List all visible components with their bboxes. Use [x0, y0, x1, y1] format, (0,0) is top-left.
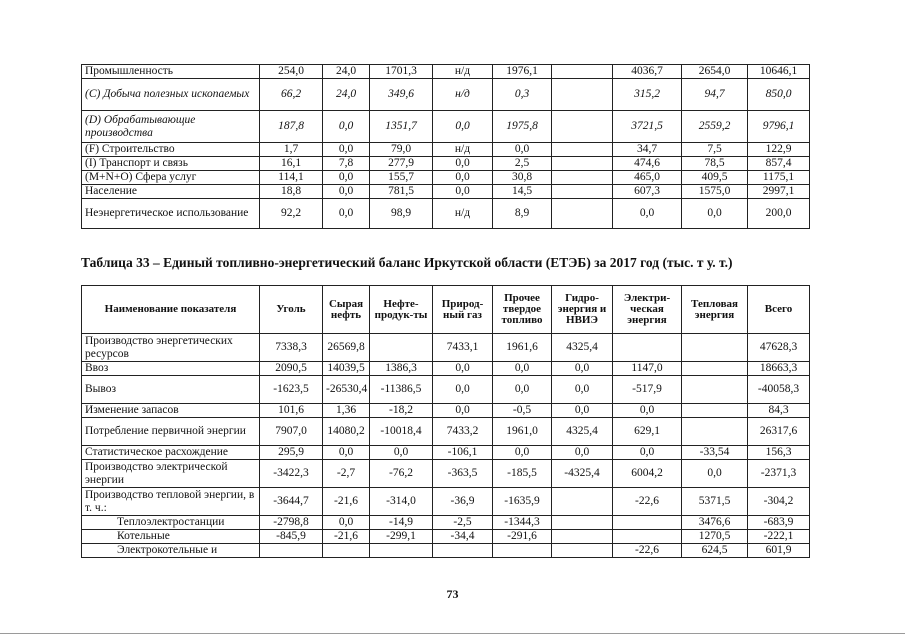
table-cell: -185,5	[493, 460, 552, 488]
table-cell: 1975,8	[493, 111, 552, 143]
header-coal: Уголь	[260, 286, 323, 334]
table-cell: 26569,8	[323, 334, 370, 362]
table-cell: 0,0	[433, 362, 493, 376]
table-cell	[552, 516, 613, 530]
table-cell: 1961,6	[493, 334, 552, 362]
table-cell	[552, 488, 613, 516]
table-cell: 465,0	[613, 171, 682, 185]
table-cell: -14,9	[370, 516, 433, 530]
table-cell: -845,9	[260, 530, 323, 544]
table-cell: 0,0	[682, 460, 748, 488]
table-cell: 155,7	[370, 171, 433, 185]
table-cell: -314,0	[370, 488, 433, 516]
table-cell: 101,6	[260, 404, 323, 418]
table-cell: 4325,4	[552, 418, 613, 446]
table-cell: 0,0	[433, 111, 493, 143]
row-label: Производство электрической энергии	[82, 460, 260, 488]
table-cell: 2997,1	[748, 185, 810, 199]
table-cell: 200,0	[748, 199, 810, 229]
table-cell: -22,6	[613, 488, 682, 516]
table-cell: -363,5	[433, 460, 493, 488]
table-cell	[433, 544, 493, 558]
table-cell	[493, 544, 552, 558]
table-cell: 7,5	[682, 143, 748, 157]
table-cell: 78,5	[682, 157, 748, 171]
table-row	[82, 362, 810, 376]
table-cell: 0,0	[493, 143, 552, 157]
row-label: Население	[82, 185, 260, 199]
table-cell: 187,8	[260, 111, 323, 143]
table-cell: -21,6	[323, 530, 370, 544]
table-cell: 0,0	[433, 171, 493, 185]
table-cell: 1147,0	[613, 362, 682, 376]
table-cell: 295,9	[260, 446, 323, 460]
table-cell: -40058,3	[748, 376, 810, 404]
table-cell: 629,1	[613, 418, 682, 446]
table-cell: 84,3	[748, 404, 810, 418]
table-cell: 2090,5	[260, 362, 323, 376]
table-cell: 1701,3	[370, 65, 433, 79]
table-cell: 92,2	[260, 199, 323, 229]
row-label: Котельные	[82, 530, 260, 544]
table-cell: 0,0	[613, 199, 682, 229]
table-cell: 349,6	[370, 79, 433, 111]
table-cell: 0,0	[370, 446, 433, 460]
row-label: Вывоз	[82, 376, 260, 404]
table-cell	[682, 418, 748, 446]
table-cell: 1,7	[260, 143, 323, 157]
table-cell: 47628,3	[748, 334, 810, 362]
table-cell: 26317,6	[748, 418, 810, 446]
header-electric-energy: Электри-ческая энергия	[613, 286, 682, 334]
table-cell	[370, 544, 433, 558]
page-divider	[0, 633, 905, 634]
row-label: (M+N+O) Сфера услуг	[82, 171, 260, 185]
row-label: Изменение запасов	[82, 404, 260, 418]
table-caption: Таблица 33 – Единый топливно-энергетический баланс Иркутской области (ЕТЭБ) за 2017 год (тыс. т у. т.)	[81, 255, 733, 270]
table-cell: 0,0	[552, 376, 613, 404]
table-cell: н/д	[433, 65, 493, 79]
table-row	[82, 418, 810, 446]
table-cell: 24,0	[323, 79, 370, 111]
table-cell: 7907,0	[260, 418, 323, 446]
table-cell: 2654,0	[682, 65, 748, 79]
header-oil-products: Нефте-продук-ты	[370, 286, 433, 334]
table-cell	[552, 530, 613, 544]
row-label: Теплоэлектростанции	[82, 516, 260, 530]
table-cell: 8,9	[493, 199, 552, 229]
table-row	[82, 404, 810, 418]
row-label: Производство тепловой энергии, в т. ч.:	[82, 488, 260, 516]
table-cell	[323, 544, 370, 558]
table-row	[82, 143, 810, 157]
table-cell: 0,0	[323, 143, 370, 157]
table-cell: 1386,3	[370, 362, 433, 376]
table-cell: 1351,7	[370, 111, 433, 143]
row-label: (F) Строительство	[82, 143, 260, 157]
table-cell	[552, 544, 613, 558]
row-label: Потребление первичной энергии	[82, 418, 260, 446]
table-row	[82, 79, 810, 111]
table-cell	[682, 362, 748, 376]
table-cell: -517,9	[613, 376, 682, 404]
table-cell: -291,6	[493, 530, 552, 544]
table-cell: 409,5	[682, 171, 748, 185]
table-cell	[682, 334, 748, 362]
table-cell: 7338,3	[260, 334, 323, 362]
table-cell: 1175,1	[748, 171, 810, 185]
table-cell: 2559,2	[682, 111, 748, 143]
table-cell: 1575,0	[682, 185, 748, 199]
table-cell	[552, 143, 613, 157]
table-cell	[260, 544, 323, 558]
table-cell: -0,5	[493, 404, 552, 418]
row-label: Статистическое расхождение	[82, 446, 260, 460]
table-cell	[613, 334, 682, 362]
table-cell: -34,4	[433, 530, 493, 544]
table-cell: 607,3	[613, 185, 682, 199]
table-cell: -33,54	[682, 446, 748, 460]
table-cell: -26530,4	[323, 376, 370, 404]
table-cell	[370, 334, 433, 362]
table-row	[82, 111, 810, 143]
row-label: Ввоз	[82, 362, 260, 376]
table-cell: 4036,7	[613, 65, 682, 79]
table-cell: -683,9	[748, 516, 810, 530]
header-total: Всего	[748, 286, 810, 334]
table-cell: 5371,5	[682, 488, 748, 516]
table-cell: 4325,4	[552, 334, 613, 362]
header-hydro-renewables: Гидро-энергия и НВИЭ	[552, 286, 613, 334]
table-cell: 10646,1	[748, 65, 810, 79]
table-cell: 850,0	[748, 79, 810, 111]
row-label: Неэнергетическое использование	[82, 199, 260, 229]
table-cell: 0,0	[323, 199, 370, 229]
table-cell: 14039,5	[323, 362, 370, 376]
table-cell: 24,0	[323, 65, 370, 79]
header-indicator: Наименование показателя	[82, 286, 260, 334]
table-cell: 0,0	[433, 157, 493, 171]
table-cell: -36,9	[433, 488, 493, 516]
table-cell: -4325,4	[552, 460, 613, 488]
table-cell: н/д	[433, 143, 493, 157]
table-cell	[552, 157, 613, 171]
table-cell: -106,1	[433, 446, 493, 460]
page-number: 73	[446, 587, 459, 601]
table-cell: 18,8	[260, 185, 323, 199]
table-cell	[552, 199, 613, 229]
table-cell: 0,0	[682, 199, 748, 229]
table-cell: 277,9	[370, 157, 433, 171]
table-cell: 7433,2	[433, 418, 493, 446]
table-cell	[552, 171, 613, 185]
table-cell: -304,2	[748, 488, 810, 516]
table-cell: -22,6	[613, 544, 682, 558]
table-cell: 16,1	[260, 157, 323, 171]
table-cell: -2,5	[433, 516, 493, 530]
table-cell: 79,0	[370, 143, 433, 157]
table-row	[82, 171, 810, 185]
table-cell: 0,3	[493, 79, 552, 111]
table-cell: 14,5	[493, 185, 552, 199]
table-cell: 3721,5	[613, 111, 682, 143]
table-cell: 9796,1	[748, 111, 810, 143]
row-label: (I) Транспорт и связь	[82, 157, 260, 171]
table-cell: 98,9	[370, 199, 433, 229]
table-cell: 0,0	[323, 446, 370, 460]
table-cell: 474,6	[613, 157, 682, 171]
header-natural-gas: Природ-ный газ	[433, 286, 493, 334]
table-cell: 114,1	[260, 171, 323, 185]
table-row	[82, 530, 810, 544]
table-cell: 315,2	[613, 79, 682, 111]
table-cell: 0,0	[552, 404, 613, 418]
table-cell	[682, 376, 748, 404]
table-cell: 857,4	[748, 157, 810, 171]
table-cell: -222,1	[748, 530, 810, 544]
table-row	[82, 334, 810, 362]
table-cell: 1976,1	[493, 65, 552, 79]
table-row	[82, 460, 810, 488]
table-cell: н/д	[433, 199, 493, 229]
table-cell: -10018,4	[370, 418, 433, 446]
row-label: (C) Добыча полезных ископаемых	[82, 79, 260, 111]
table-cell: -3422,3	[260, 460, 323, 488]
table-cell: н/д	[433, 79, 493, 111]
table-row	[82, 446, 810, 460]
table-cell: 1961,0	[493, 418, 552, 446]
table1-body	[82, 65, 810, 229]
table-cell: -299,1	[370, 530, 433, 544]
table-cell: 0,0	[493, 446, 552, 460]
table-cell	[552, 79, 613, 111]
table-cell: 0,0	[433, 376, 493, 404]
table-row	[82, 199, 810, 229]
table-cell: -1344,3	[493, 516, 552, 530]
table-cell	[552, 111, 613, 143]
table-cell	[552, 185, 613, 199]
table2-body	[82, 334, 810, 558]
table-cell	[613, 516, 682, 530]
table-cell: 7433,1	[433, 334, 493, 362]
table-row	[82, 516, 810, 530]
table-cell: 601,9	[748, 544, 810, 558]
table-cell	[552, 65, 613, 79]
table-cell: 30,8	[493, 171, 552, 185]
header-other-solid-fuel: Прочее твердое топливо	[493, 286, 552, 334]
table-cell: 254,0	[260, 65, 323, 79]
header-heat-energy: Тепловая энергия	[682, 286, 748, 334]
table-row	[82, 376, 810, 404]
row-label: Промышленность	[82, 65, 260, 79]
table-cell: 156,3	[748, 446, 810, 460]
table-row	[82, 488, 810, 516]
row-label: Электрокотельные и	[82, 544, 260, 558]
table-cell: 14080,2	[323, 418, 370, 446]
table-cell: 0,0	[552, 446, 613, 460]
table-cell: 94,7	[682, 79, 748, 111]
table-cell: 624,5	[682, 544, 748, 558]
row-label: (D) Обрабатывающие производства	[82, 111, 260, 143]
table-cell: -18,2	[370, 404, 433, 418]
table-cell: 0,0	[323, 516, 370, 530]
table-cell: 1270,5	[682, 530, 748, 544]
table-row	[82, 65, 810, 79]
table-cell: 0,0	[323, 185, 370, 199]
table-cell: 0,0	[323, 111, 370, 143]
table-cell: -76,2	[370, 460, 433, 488]
table-cell: -1623,5	[260, 376, 323, 404]
table-33-energy-balance	[81, 285, 810, 558]
table-row	[82, 544, 810, 558]
table-cell: 0,0	[433, 185, 493, 199]
table-cell: 0,0	[613, 404, 682, 418]
table-cell: 0,0	[552, 362, 613, 376]
table-cell: 0,0	[323, 171, 370, 185]
table-cell: 7,8	[323, 157, 370, 171]
table-cell: 34,7	[613, 143, 682, 157]
table2-header-row	[82, 286, 810, 334]
table-cell: -2371,3	[748, 460, 810, 488]
table-cell: -2,7	[323, 460, 370, 488]
table-cell: -21,6	[323, 488, 370, 516]
table-cell: -2798,8	[260, 516, 323, 530]
table-cell: 0,0	[433, 404, 493, 418]
table-cell: -1635,9	[493, 488, 552, 516]
table-consumption-continued	[81, 64, 810, 229]
table-row	[82, 157, 810, 171]
table-cell: 6004,2	[613, 460, 682, 488]
table-cell: 781,5	[370, 185, 433, 199]
table-cell	[613, 530, 682, 544]
table-cell: -3644,7	[260, 488, 323, 516]
table-cell: 0,0	[493, 362, 552, 376]
table-cell: 0,0	[493, 376, 552, 404]
table-row	[82, 185, 810, 199]
table-cell: 2,5	[493, 157, 552, 171]
table-cell: 122,9	[748, 143, 810, 157]
table-cell: 66,2	[260, 79, 323, 111]
table-cell: 0,0	[613, 446, 682, 460]
table-cell: 3476,6	[682, 516, 748, 530]
table-cell	[682, 404, 748, 418]
table-cell: -11386,5	[370, 376, 433, 404]
table-cell: 18663,3	[748, 362, 810, 376]
table-cell: 1,36	[323, 404, 370, 418]
header-crude-oil: Сырая нефть	[323, 286, 370, 334]
row-label: Производство энергетических ресурсов	[82, 334, 260, 362]
